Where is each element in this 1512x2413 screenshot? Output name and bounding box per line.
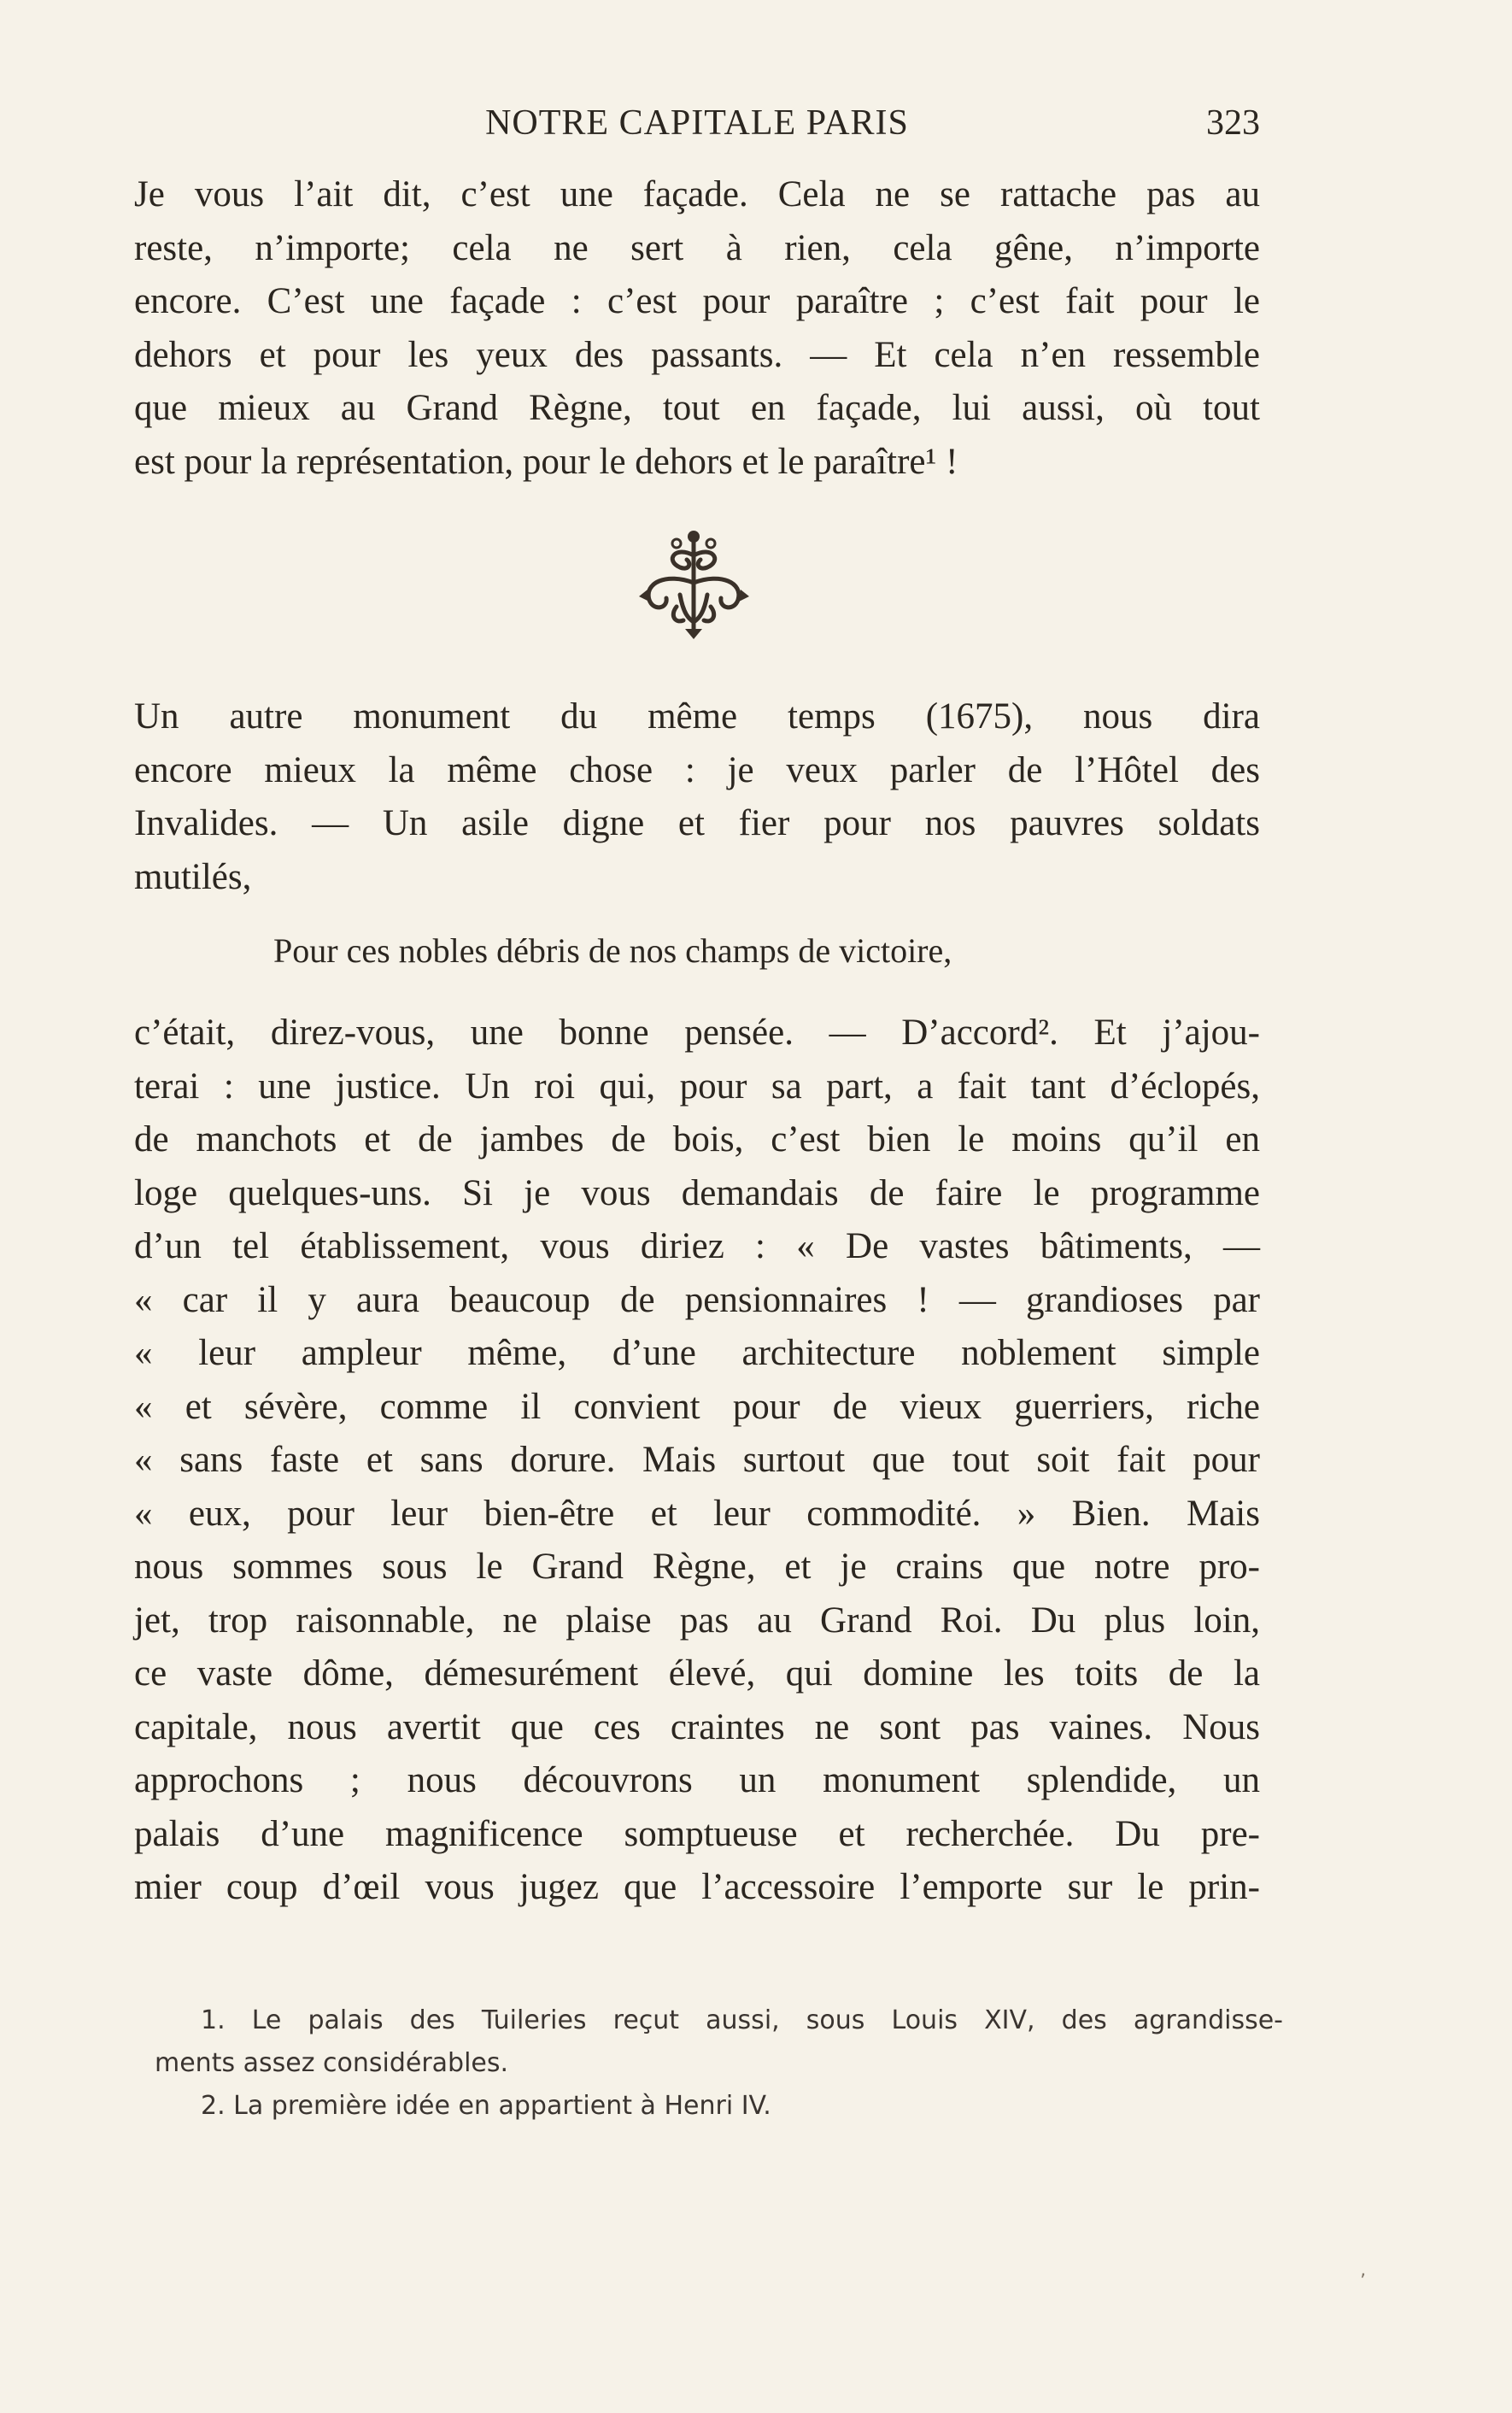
text-line: ce vaste dôme, démesurément élevé, qui domine les toits de la (134, 1653, 1260, 1694)
text-line: « car il y aura beaucoup de pensionnaires ! — grandioses par (134, 1279, 1260, 1320)
text-line: reste, n’importe; cela ne sert à rien, cela gêne, n’importe (134, 227, 1260, 268)
footnote-1: 1. Le palais des Tuileries reçut aussi, sous Louis XIV, des agrandisse- (201, 2005, 1283, 2035)
footnote-1-continuation: ments assez considérables. (155, 2048, 509, 2078)
text-line: encore. C’est une façade : c’est pour paraître ; c’est fait pour le (134, 281, 1260, 321)
text-line: palais d’une magnificence somptueuse et recherchée. Du pre- (134, 1813, 1260, 1854)
stray-mark: ’ (1360, 2271, 1366, 2293)
text-line: jet, trop raisonnable, ne plaise pas au Grand Roi. Du plus loin, (134, 1600, 1260, 1641)
text-line: Je vous l’ait dit, c’est une façade. Cela ne se rattache pas au (134, 174, 1260, 214)
running-title: NOTRE CAPITALE PARIS (485, 103, 909, 143)
text-line: mier coup d’œil vous jugez que l’accessoire l’emporte sur le prin- (134, 1867, 1260, 1907)
footnote-2: 2. La première idée en appartient à Henri IV. (201, 2091, 771, 2121)
text-line: approchons ; nous découvrons un monument splendide, un (134, 1760, 1260, 1800)
text-line: terai : une justice. Un roi qui, pour sa part, a fait tant d’éclopés, (134, 1066, 1260, 1107)
page-number: 323 (1206, 103, 1260, 143)
verse-quote: Pour ces nobles débris de nos champs de victoire, (273, 931, 952, 970)
text-line: nous sommes sous le Grand Règne, et je crains que notre pro- (134, 1547, 1260, 1587)
text-line: mutilés, (134, 856, 252, 897)
footnotes (134, 1999, 1283, 2128)
page-header (134, 103, 1260, 154)
text-line: Un autre monument du même temps (1675), nous dira (134, 696, 1260, 737)
text-line: que mieux au Grand Règne, tout en façade, lui aussi, où tout (134, 388, 1260, 428)
text-line: « sans faste et sans dorure. Mais surtout que tout soit fait pour (134, 1440, 1260, 1480)
text-line: encore mieux la même chose : je veux parler de l’Hôtel des (134, 749, 1260, 790)
text-line: dehors et pour les yeux des passants. — Et cela n’en ressemble (134, 334, 1260, 375)
text-line: d’un tel établissement, vous diriez : « De vastes bâtiments, — (134, 1226, 1260, 1266)
text-line: « leur ampleur même, d’une architecture noblement simple (134, 1333, 1260, 1373)
text-line: « eux, pour leur bien-être et leur commodité. » Bien. Mais (134, 1493, 1260, 1534)
text-line: de manchots et de jambes de bois, c’est bien le moins qu’il en (134, 1119, 1260, 1160)
text-line: est pour la représentation, pour le dehors et le paraître¹ ! (134, 441, 958, 482)
text-line: « et sévère, comme il convient pour de vieux guerriers, riche (134, 1386, 1260, 1427)
text-line: capitale, nous avertit que ces craintes ne sont pas vaines. Nous (134, 1706, 1260, 1747)
fleuron-icon (632, 530, 756, 641)
text-line: c’était, direz-vous, une bonne pensée. — D’accord². Et j’ajou- (134, 1013, 1260, 1053)
text-line: Invalides. — Un asile digne et fier pour nos pauvres soldats (134, 803, 1260, 843)
text-line: loge quelques-uns. Si je vous demandais de faire le programme (134, 1172, 1260, 1213)
paragraph-2 (134, 690, 1260, 904)
paragraph-1 (134, 168, 1260, 489)
paragraph-3 (134, 1007, 1260, 1915)
